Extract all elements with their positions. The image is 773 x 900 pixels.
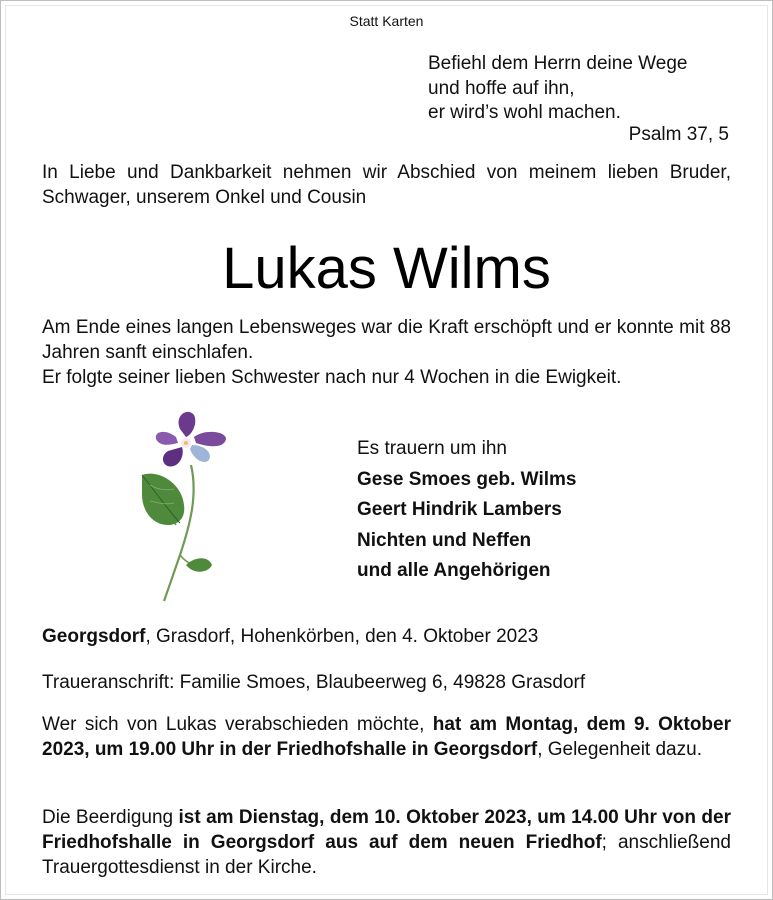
funeral-part1: Die Beerdigung (42, 807, 179, 828)
mourner-name: und alle Angehörigen (357, 560, 551, 581)
life-text (42, 315, 731, 390)
place-date-line (42, 624, 731, 649)
farewell-details: hat am Montag, dem 9. Oktober 2023, um 19.00 Uhr in der Friedhofshalle in Georgsdorf (42, 714, 731, 760)
funeral-part2: ; anschließend Trauergottesdienst in der Kirche. (42, 832, 731, 878)
verse-line: er wird’s wohl machen. (428, 102, 621, 123)
place-date-rest: , Grasdorf, Hohenkörben, den 4. Oktober 2023 (145, 626, 539, 647)
mourner-name: Nichten und Neffen (357, 529, 532, 551)
life-line: Er folgte seiner lieben Schwester nach nur 4 Wochen in die Ewigkeit. (42, 367, 622, 388)
farewell-part2: , Gelegenheit dazu. (537, 739, 702, 760)
mourning-address: Traueranschrift: Familie Smoes, Blaubeerweg 6, 49828 Grasdorf (42, 672, 586, 693)
mourner-name: Gese Smoes geb. Wilms (357, 468, 577, 490)
mourner-name: Geert Hindrik Lambers (357, 499, 562, 520)
place-name: Georgsdorf (42, 626, 146, 647)
header-statt-karten: Statt Karten (349, 13, 424, 29)
bible-verse (428, 52, 687, 126)
farewell-part1: Wer sich von Lukas verabschieden möchte, (42, 714, 433, 735)
mourners-list (357, 434, 576, 587)
life-line: Am Ende eines langen Lebensweges war die Kraft erschöpft und er konnte mit 88 Jahren sanft einschlafen. (42, 317, 731, 363)
mourners-intro: Es trauern um ihn (357, 438, 507, 459)
violet-flower-illustration (128, 405, 238, 605)
funeral-text (42, 805, 731, 880)
verse-line: Befiehl dem Herrn deine Wege (428, 53, 688, 74)
farewell-text (42, 712, 731, 762)
funeral-details: ist am Dienstag, dem 10. Oktober 2023, um 14.00 Uhr von der Friedhofshalle in Georgsdorf aus auf dem neuen Friedhof (42, 807, 731, 853)
deceased-name: Lukas Wilms (222, 236, 551, 301)
verse-reference: Psalm 37, 5 (628, 124, 729, 145)
verse-line: und hoffe auf ihn, (428, 77, 575, 99)
intro-text: In Liebe und Dankbarkeit nehmen wir Abschied von meinem lieben Bruder, Schwager, unserem Onkel und Cousin (42, 162, 731, 208)
